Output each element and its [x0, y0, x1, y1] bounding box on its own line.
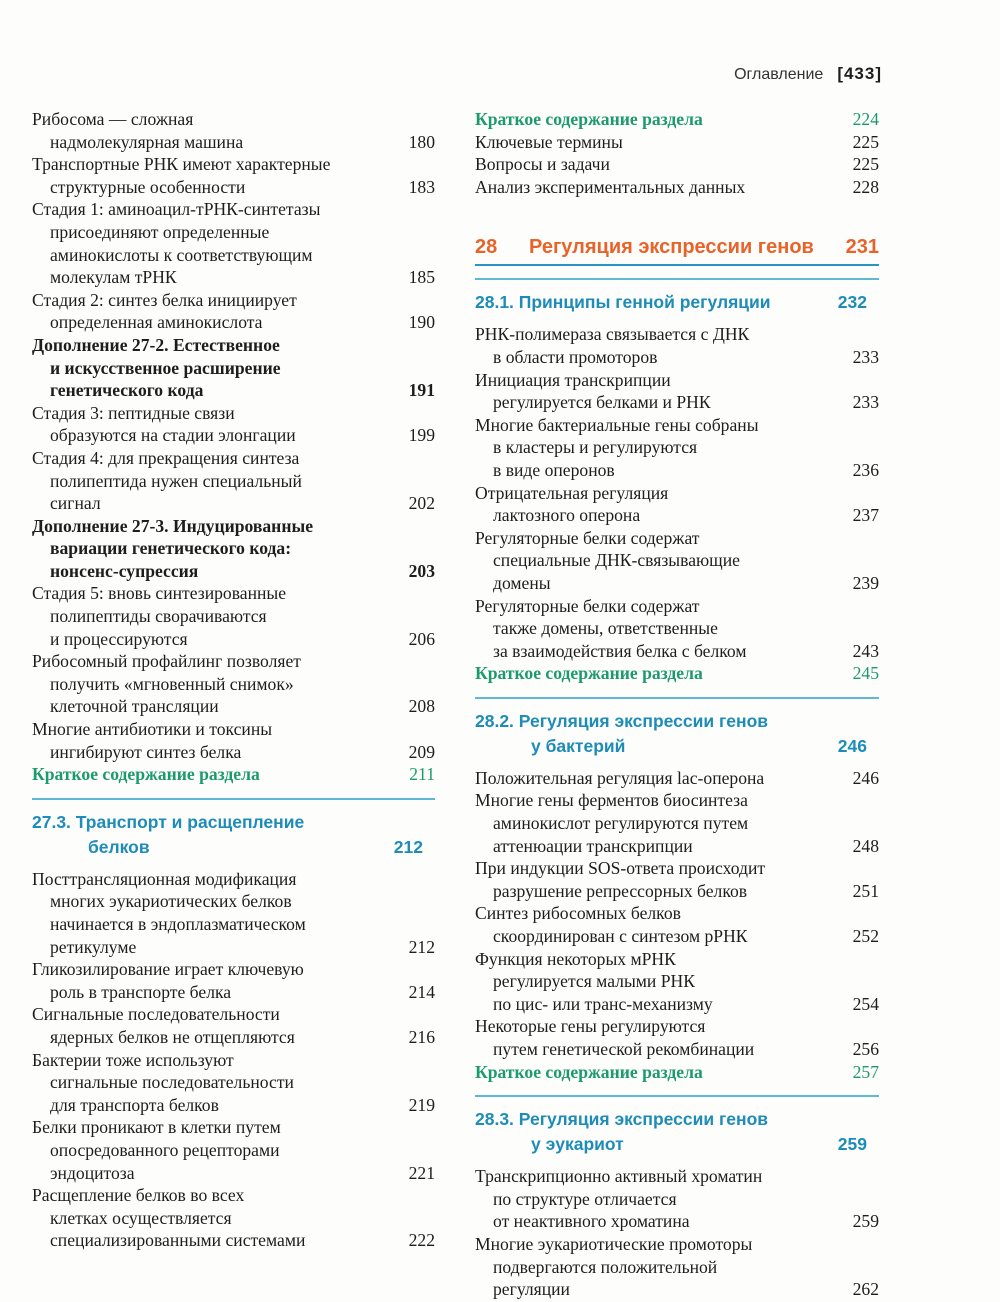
entry-title: Стадия 4: для прекращения синтеза полипептида нужен специальный сигнал — [32, 447, 302, 514]
chapter-page: 231 — [845, 236, 879, 259]
section-page: 259 — [837, 1134, 867, 1155]
entry-page: 185 — [408, 267, 435, 288]
section-heading — [475, 697, 879, 759]
toc-entry — [475, 857, 879, 902]
running-header-title: Оглавление — [734, 66, 824, 83]
entry-page: 211 — [409, 764, 435, 785]
section-title: 28.1. Принципы генной регуляции — [475, 292, 771, 313]
entry-page: 243 — [852, 640, 879, 661]
summary-entry — [475, 662, 879, 685]
entry-page: 228 — [852, 176, 879, 197]
toc-entry — [475, 948, 879, 1016]
entry-title: Многие эукариотические промоторы подвергаются положительной регуляции — [475, 1233, 753, 1300]
entry-title: Транскрипционно активный хроматин по структуре отличается от неактивного хроматина — [475, 1166, 763, 1232]
toc-entry — [475, 131, 879, 154]
entry-title: Стадия 5: вновь синтезированные полипептиды сворачиваются и процессируются — [32, 583, 287, 649]
toc-entry — [32, 582, 435, 650]
toc-entry — [32, 1003, 435, 1048]
entry-title: Посттрансляционная модификация многих эукариотических белков начинается в эндоплазматическом ретикулуме — [32, 868, 306, 957]
toc-right-column — [475, 108, 879, 1301]
entry-page: 212 — [408, 936, 435, 957]
entry-title: Вопросы и задачи — [475, 154, 610, 175]
entry-title: Белки проникают в клетки путем опосредованного рецепторами эндоцитоза — [32, 1117, 281, 1183]
entry-page: 225 — [852, 154, 879, 175]
entry-title: Рибосома — сложная надмолекулярная машина — [32, 109, 244, 152]
running-header — [734, 64, 882, 84]
toc-entry — [32, 447, 435, 515]
entry-page: 251 — [852, 880, 879, 901]
entry-page: 233 — [852, 346, 879, 367]
entry-page: 233 — [852, 392, 879, 413]
entry-title: Расщепление белков во всех клетках осуществляется специализированными системами — [32, 1185, 306, 1251]
toc-entry — [32, 1049, 435, 1117]
entry-page: 257 — [852, 1061, 879, 1082]
toc-entry — [32, 868, 435, 958]
toc-entry — [32, 1184, 435, 1252]
entry-title: Функция некоторых мРНК регулируется малыми РНК по цис- или транс-механизму — [475, 948, 713, 1014]
page-number: [433] — [837, 64, 882, 83]
chapter-number: 28 — [475, 236, 498, 259]
toc-entry — [475, 482, 879, 527]
toc-entry — [475, 789, 879, 857]
entry-title: Дополнение 27-3. Индуцированные вариации генетического кода: нонсенс-супрессия — [32, 515, 314, 581]
entry-title: Многие бактериальные гены собраны в кластеры и регулируются в виде оперонов — [475, 414, 759, 480]
entry-title: Многие гены ферментов биосинтеза аминокислот регулируются путем аттенюации транскрипции — [475, 790, 749, 856]
toc-entry — [475, 767, 879, 790]
entry-page: 237 — [852, 505, 879, 526]
entry-title: Сигнальные последовательности ядерных белков не отщепляются — [32, 1004, 295, 1047]
entry-page: 191 — [408, 380, 435, 401]
entry-title: Регуляторные белки содержат также домены, ответственные за взаимодействия белка с белком — [475, 595, 747, 661]
entry-page: 180 — [408, 131, 435, 152]
entry-page: 222 — [408, 1230, 435, 1251]
entry-title: Стадия 2: синтез белка инициирует определенная аминокислота — [32, 289, 297, 333]
entry-title: Инициация транскрипции регулируется белками и РНК — [475, 369, 711, 413]
entry-page: 206 — [408, 628, 435, 649]
toc-entry — [475, 595, 879, 663]
section-heading — [475, 278, 879, 315]
entry-title: Регуляторные белки содержат специальные ДНК-связывающие домены — [475, 527, 740, 593]
toc-entry — [32, 718, 435, 763]
toc-entry — [32, 108, 435, 153]
entry-title: Анализ экспериментальных данных — [475, 176, 746, 197]
entry-title: РНК-полимераза связывается с ДНК в области промоторов — [475, 324, 750, 367]
entry-title: При индукции SOS-ответа происходит разрушение репрессорных белков — [475, 858, 766, 901]
entry-title: Многие антибиотики и токсины ингибируют синтез белка — [32, 719, 273, 762]
entry-title: Стадия 1: аминоацил-тРНК-синтетазы присоединяют определенные аминокислоты к соответствующим молекулам тРНК — [32, 199, 321, 288]
entry-page: 209 — [408, 741, 435, 762]
section-title: 27.3. Транспорт и расщепление белков — [32, 811, 305, 857]
entry-page: 225 — [852, 131, 879, 152]
toc-entry — [475, 369, 879, 414]
entry-page: 208 — [408, 696, 435, 717]
section-heading — [475, 1095, 879, 1157]
toc-entry — [475, 527, 879, 595]
entry-title: Гликозилирование играет ключевую роль в транспорте белка — [32, 959, 304, 1002]
toc-entry — [475, 1015, 879, 1060]
section-page: 212 — [393, 836, 423, 857]
toc-entry — [475, 1233, 879, 1301]
entry-page: 216 — [408, 1026, 435, 1047]
entry-page: 248 — [852, 835, 879, 856]
entry-page: 219 — [408, 1094, 435, 1115]
entry-page: 224 — [852, 109, 879, 129]
entry-page: 254 — [852, 993, 879, 1014]
chapter-title: Регуляция экспрессии генов — [529, 236, 814, 259]
summary-entry — [475, 1061, 879, 1084]
section-title: 28.2. Регуляция экспрессии генов у бактерий — [475, 710, 769, 756]
entry-page: 262 — [852, 1279, 879, 1300]
entry-page: 203 — [408, 560, 435, 581]
supplement-entry — [32, 515, 435, 583]
entry-page: 214 — [408, 981, 435, 1002]
entry-title: Некоторые гены регулируются путем генетической рекомбинации — [475, 1016, 755, 1059]
toc-entry — [32, 402, 435, 447]
entry-page: 190 — [408, 312, 435, 333]
supplement-entry — [32, 334, 435, 402]
entry-page: 199 — [408, 425, 435, 446]
entry-title: Рибосомный профайлинг позволяет получить «мгновенный снимок» клеточной трансляции — [32, 651, 301, 717]
section-heading — [32, 798, 435, 860]
entry-title: Краткое содержание раздела — [32, 764, 260, 785]
toc-entry — [475, 414, 879, 482]
toc-entry — [32, 198, 435, 288]
entry-page: 259 — [852, 1211, 879, 1232]
entry-page: 202 — [408, 493, 435, 514]
entry-title: Стадия 3: пептидные связи образуются на стадии элонгации — [32, 402, 296, 446]
summary-entry — [32, 763, 435, 786]
toc-entry — [32, 1116, 435, 1184]
entry-title: Бактерии тоже используют сигнальные последовательности для транспорта белков — [32, 1049, 294, 1115]
entry-page: 252 — [852, 926, 879, 947]
toc-entry — [475, 323, 879, 368]
entry-page: 221 — [408, 1162, 435, 1183]
entry-page: 239 — [852, 572, 879, 593]
entry-page: 246 — [852, 767, 879, 788]
toc-entry — [32, 289, 435, 334]
entry-page: 236 — [852, 459, 879, 480]
toc-left-column — [32, 108, 435, 1252]
section-page: 232 — [837, 292, 867, 313]
entry-title: Ключевые термины — [475, 131, 623, 152]
entry-title: Транспортные РНК имеют характерные структурные особенности — [32, 154, 331, 197]
toc-entry — [32, 958, 435, 1003]
toc-entry — [475, 176, 879, 199]
entry-page: 256 — [852, 1039, 879, 1059]
entry-title: Краткое содержание раздела — [475, 109, 703, 129]
entry-page: 245 — [852, 663, 879, 684]
entry-title: Синтез рибосомных белков скоординирован с синтезом рРНК — [475, 903, 748, 947]
entry-title: Положительная регуляция lac-оперона — [475, 767, 765, 788]
toc-entry — [475, 1165, 879, 1233]
entry-title: Краткое содержание раздела — [475, 1061, 703, 1082]
section-page: 246 — [837, 735, 867, 756]
chapter-heading — [475, 234, 879, 266]
entry-title: Дополнение 27-2. Естественное и искусственное расширение генетического кода — [32, 334, 281, 401]
entry-title: Отрицательная регуляция лактозного оперона — [475, 482, 669, 526]
section-title: 28.3. Регуляция экспрессии генов у эукариот — [475, 1109, 769, 1155]
entry-page: 183 — [408, 176, 435, 197]
summary-entry — [475, 108, 879, 131]
toc-entry — [32, 650, 435, 718]
entry-title: Краткое содержание раздела — [475, 663, 703, 684]
toc-entry — [475, 153, 879, 176]
toc-entry — [475, 902, 879, 947]
toc-entry — [32, 153, 435, 198]
